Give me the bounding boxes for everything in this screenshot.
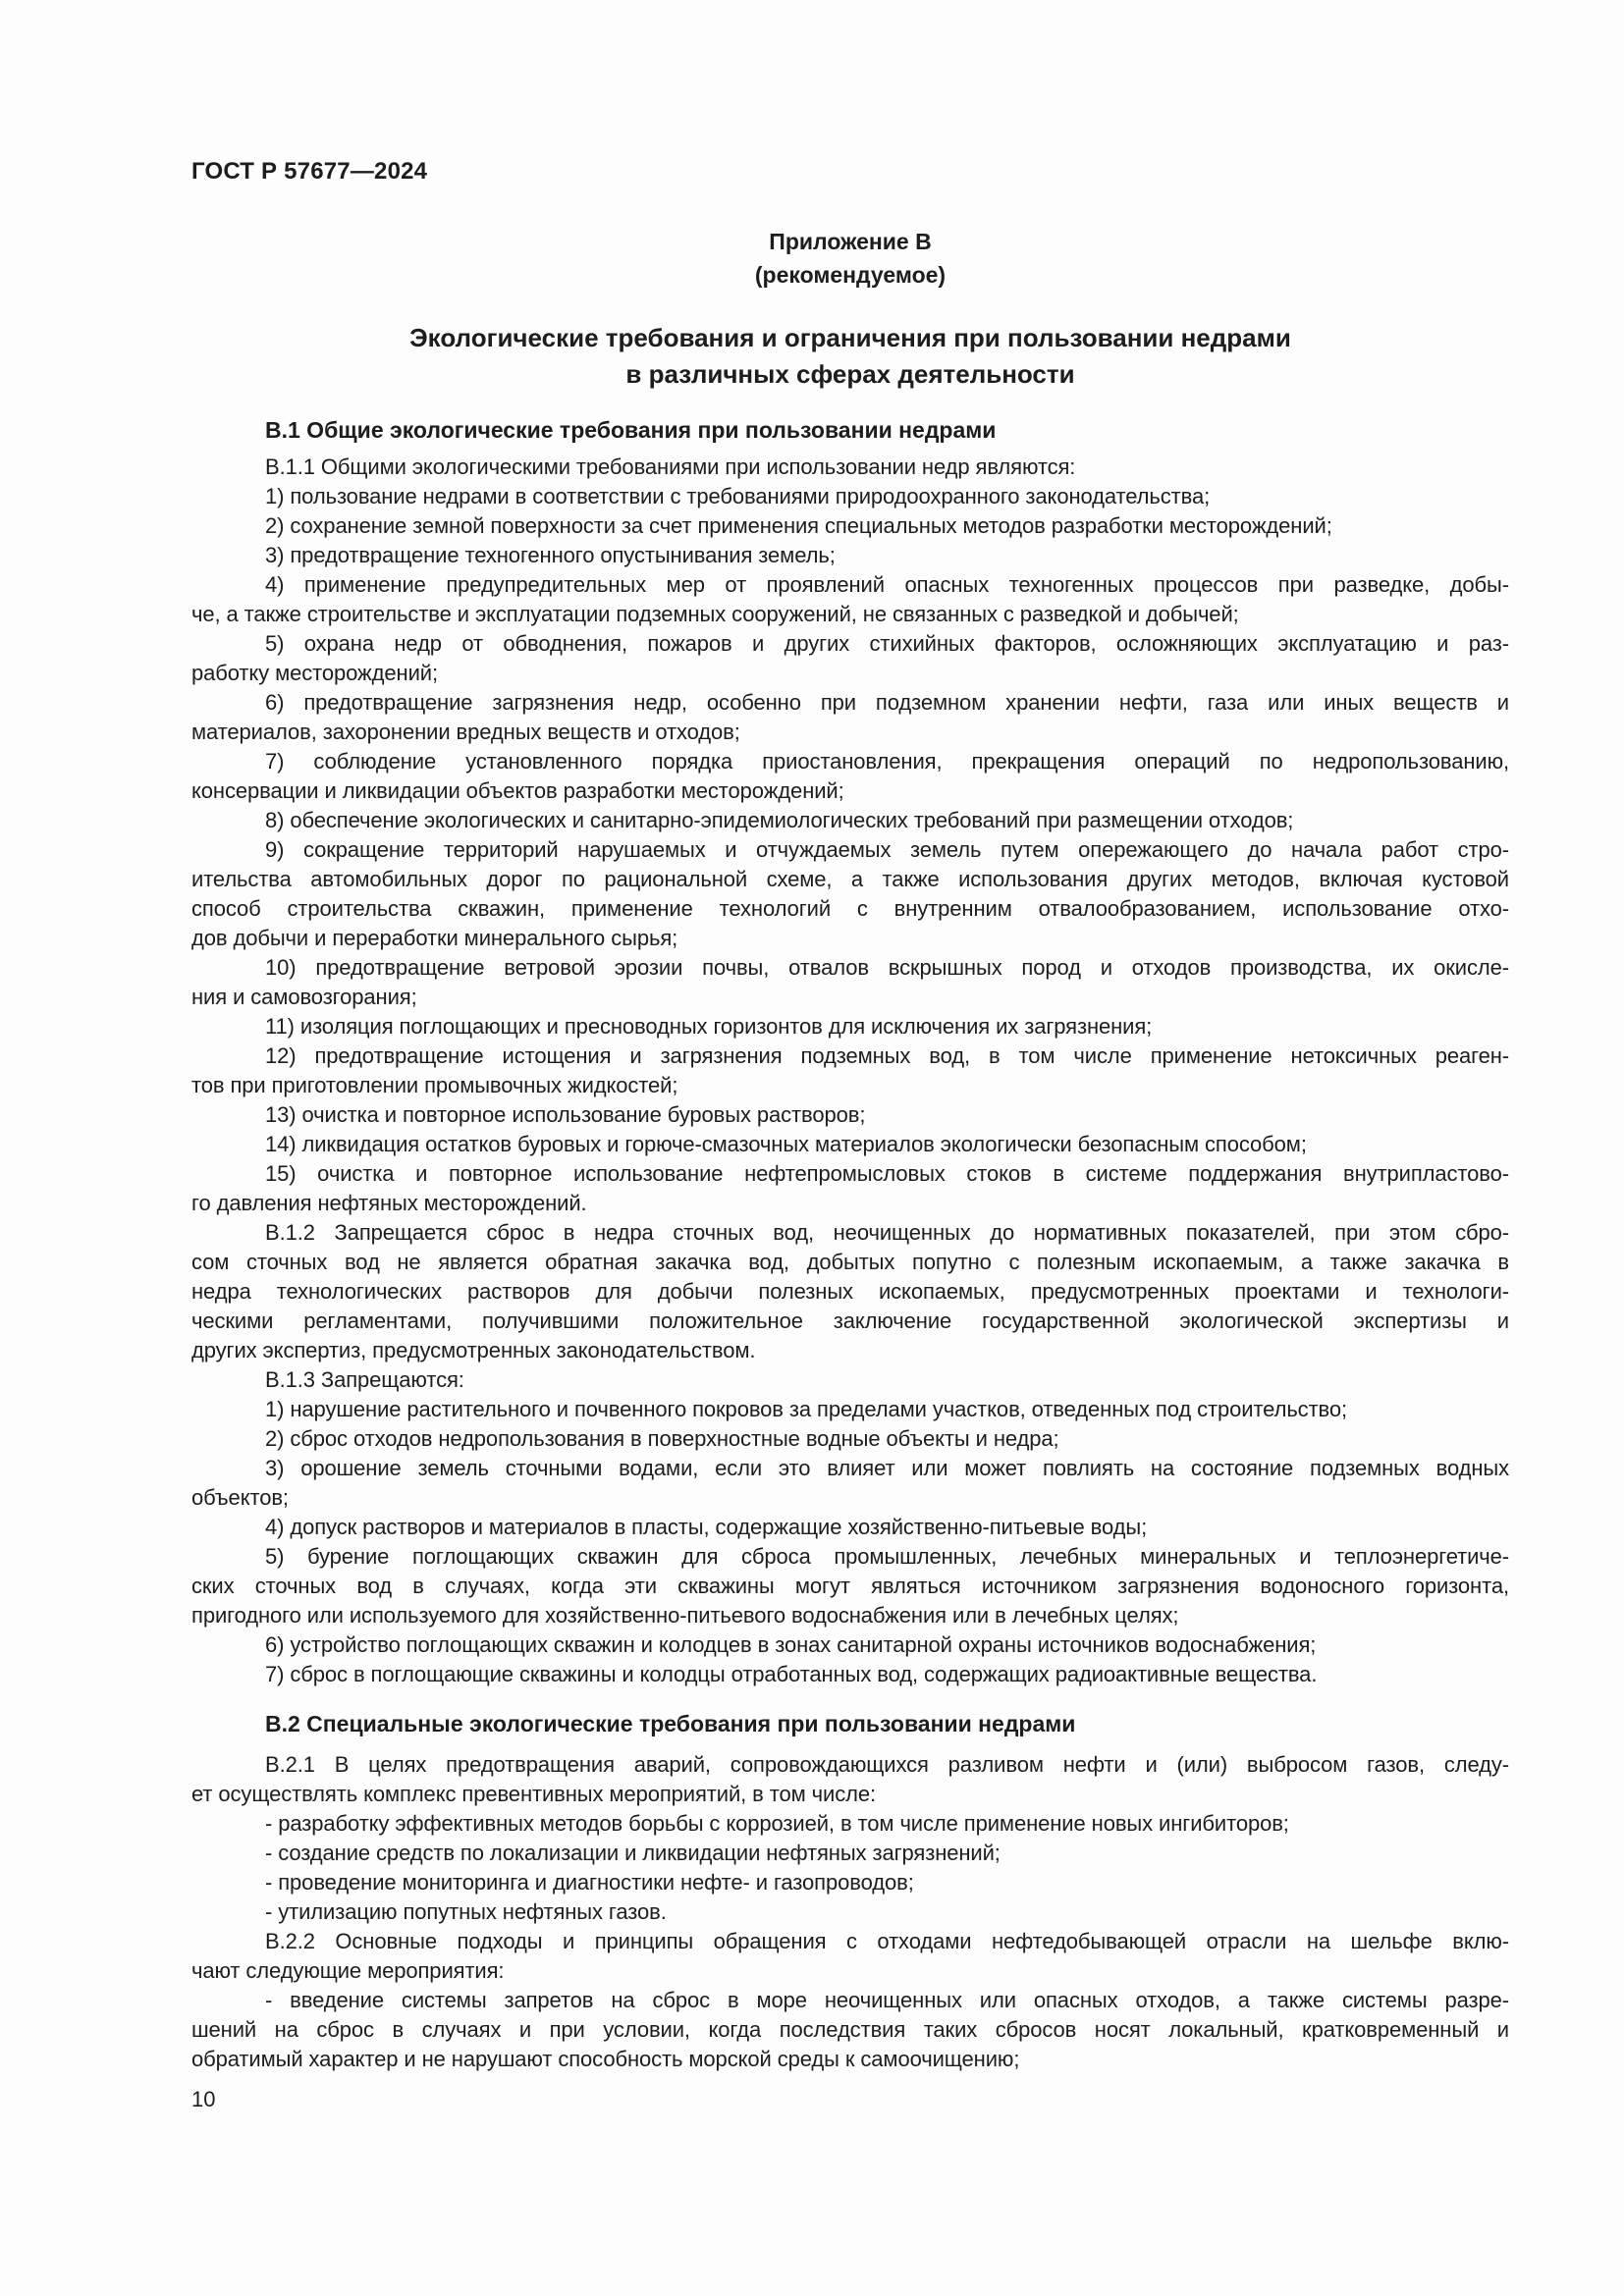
text-line: обратимый характер и не нарушают способность морской среды к самоочищению;: [191, 2047, 1020, 2071]
text-line: - проведение мониторинга и диагностики нефте- и газопроводов;: [265, 1870, 914, 1895]
text-line: 2) сброс отходов недропользования в поверхностные водные объекты и недра;: [265, 1426, 1059, 1451]
paragraph: [191, 1660, 1509, 1689]
text-line: - разработку эффективных методов борьбы с коррозией, в том числе применение новых ингибиторов;: [265, 1811, 1289, 1836]
paragraph: [191, 688, 1509, 747]
paragraph: [191, 453, 1509, 482]
paragraph: [191, 1542, 1509, 1630]
text-line: 6) предотвращение загрязнения недр, особенно при подземном хранении нефти, газа или иных веществ и: [265, 690, 1509, 715]
doc-title-line-2: в различных сферах деятельности: [625, 359, 1075, 389]
text-line: - создание средств по локализации и ликвидации нефтяных загрязнений;: [265, 1841, 1001, 1865]
text-line: 7) сброс в поглощающие скважины и колодцы отработанных вод, содержащих радиоактивные вещества.: [265, 1662, 1318, 1686]
paragraph: [191, 1218, 1509, 1365]
paragraph: [191, 1986, 1509, 2074]
text-line: 5) охрана недр от обводнения, пожаров и других стихийных факторов, осложняющих эксплуатацию и раз-: [265, 631, 1509, 656]
text-line: 8) обеспечение экологических и санитарно-эпидемиологических требований при размещении отходов;: [265, 808, 1294, 832]
text-line: 4) допуск растворов и материалов в пласты, содержащие хозяйственно-питьевые воды;: [265, 1515, 1148, 1539]
paragraph: [191, 1454, 1509, 1513]
paragraph: [191, 1130, 1509, 1159]
text-line: 13) очистка и повторное использование буровых растворов;: [265, 1102, 866, 1127]
paragraph: [191, 806, 1509, 835]
text-line: 12) предотвращение истощения и загрязнения подземных вод, в том числе применение нетоксичных реаген-: [265, 1043, 1509, 1068]
text-line: ческими регламентами, получившими положительное заключение государственной экологической экспертизы и: [191, 1308, 1509, 1333]
text-line: шений на сброс в случаях и при условии, когда последствия таких сбросов носят локальный, кратковременный и: [191, 2017, 1509, 2042]
paragraph: [191, 1395, 1509, 1424]
paragraph: [191, 1809, 1509, 1839]
text-line: 2) сохранение земной поверхности за счет применения специальных методов разработки месторождений;: [265, 513, 1332, 538]
paragraph: [191, 1868, 1509, 1897]
text-line: тов при приготовлении промывочных жидкостей;: [191, 1073, 678, 1097]
text-line: В.1.3 Запрещаются:: [265, 1367, 464, 1392]
text-line: 6) устройство поглощающих скважин и колодцев в зонах санитарной охраны источников водоснабжения;: [265, 1632, 1317, 1657]
text-line: ет осуществлять комплекс превентивных мероприятий, в том числе:: [191, 1782, 877, 1806]
page-number: 10: [191, 2087, 216, 2111]
text-line: 7) соблюдение установленного порядка приостановления, прекращения операций по недропользованию,: [265, 749, 1509, 774]
text-line: объектов;: [191, 1485, 289, 1510]
text-line: го давления нефтяных месторождений.: [191, 1191, 587, 1215]
paragraph: [191, 570, 1509, 629]
text-line: 10) предотвращение ветровой эрозии почвы, отвалов вскрышных пород и отходов производства, их окисле-: [265, 955, 1509, 980]
text-line: В.2.1 В целях предотвращения аварий, сопровождающихся разливом нефти и (или) выбросом газов, следу-: [265, 1752, 1509, 1777]
text-line: 4) применение предупредительных мер от проявлений опасных техногенных процессов при разведке, добы-: [265, 572, 1509, 597]
text-line: - введение системы запретов на сброс в море неочищенных или опасных отходов, а также системы разре-: [265, 1988, 1509, 2012]
paragraph: [191, 1041, 1509, 1100]
text-line: способ строительства скважин, применение технологий с внутренним отвалообразованием, использование отхо-: [191, 896, 1509, 921]
text-line: 9) сокращение территорий нарушаемых и отчуждаемых земель путем опережающего до начала работ стро-: [265, 837, 1509, 862]
paragraph: [191, 482, 1509, 511]
text-line: 5) бурение поглощающих скважин для сброса промышленных, лечебных минеральных и теплоэнергетиче-: [265, 1544, 1509, 1569]
text-line: ских сточных вод в случаях, когда эти скважины могут являться источником загрязнения водоносного горизонта,: [191, 1574, 1509, 1598]
paragraph: [191, 747, 1509, 806]
text-line: пригодного или используемого для хозяйственно-питьевого водоснабжения или в лечебных целях;: [191, 1603, 1179, 1628]
doc-code: ГОСТ Р 57677—2024: [191, 158, 428, 185]
paragraph: [191, 1630, 1509, 1660]
paragraph: [191, 1100, 1509, 1130]
paragraph: [191, 1159, 1509, 1218]
paragraph: [191, 1927, 1509, 1986]
text-line: материалов, захоронении вредных веществ и отходов;: [191, 720, 740, 744]
text-line: - утилизацию попутных нефтяных газов.: [265, 1899, 667, 1924]
paragraph: [191, 835, 1509, 953]
doc-title: [191, 320, 1509, 393]
paragraph: [191, 953, 1509, 1012]
appendix-block: [191, 225, 1509, 292]
paragraph: [191, 1424, 1509, 1454]
paragraph: [191, 511, 1509, 541]
text-line: дов добычи и переработки минерального сырья;: [191, 926, 678, 950]
text-line: чают следующие мероприятия:: [191, 1958, 505, 1983]
text-line: В.1.2 Запрещается сброс в недра сточных вод, неочищенных до нормативных показателей, при этом сбро-: [265, 1220, 1509, 1245]
text-line: других экспертиз, предусмотренных законодательством.: [191, 1338, 756, 1362]
text-line: 3) предотвращение техногенного опустынивания земель;: [265, 543, 836, 567]
document-body: [191, 415, 1509, 2074]
text-line: работку месторождений;: [191, 661, 438, 685]
paragraph: [191, 541, 1509, 570]
text-line: сом сточных вод не является обратная закачка вод, добытых попутно с полезным ископаемым, а также закачка в: [191, 1250, 1509, 1274]
text-line: консервации и ликвидации объектов разработки месторождений;: [191, 778, 844, 803]
text-line: В.2.2 Основные подходы и принципы обращения с отходами нефтедобывающей отрасли на шельфе вклю-: [265, 1929, 1509, 1953]
text-line: недра технологических растворов для добычи полезных ископаемых, предусмотренных проектами и технологи-: [191, 1279, 1509, 1304]
paragraph: [191, 1513, 1509, 1542]
text-line: 15) очистка и повторное использование нефтепромысловых стоков в системе поддержания внутрипластово-: [265, 1161, 1509, 1186]
paragraph: [191, 1365, 1509, 1395]
paragraph: [191, 1897, 1509, 1927]
paragraph: [191, 1012, 1509, 1041]
text-line: че, а также строительстве и эксплуатации подземных сооружений, не связанных с разведкой и добычей;: [191, 602, 1239, 626]
doc-title-line-1: Экологические требования и ограничения при пользовании недрами: [409, 323, 1291, 352]
section-heading: В.1 Общие экологические требования при пользовании недрами: [265, 417, 997, 443]
text-line: 3) орошение земель сточными водами, если это влияет или может повлиять на состояние подземных водных: [265, 1456, 1509, 1480]
text-line: 1) нарушение растительного и почвенного покровов за пределами участков, отведенных под строительство;: [265, 1397, 1348, 1421]
text-line: В.1.1 Общими экологическими требованиями при использовании недр являются:: [265, 454, 1076, 479]
text-line: 11) изоляция поглощающих и пресноводных горизонтов для исключения их загрязнения;: [265, 1014, 1153, 1039]
section-heading: В.2 Специальные экологические требования при пользовании недрами: [265, 1711, 1076, 1736]
text-line: 1) пользование недрами в соответствии с требованиями природоохранного законодательства;: [265, 484, 1211, 508]
text-line: ительства автомобильных дорог по рациональной схеме, а также использования других методов, включая кустовой: [191, 867, 1509, 891]
paragraph: [191, 1750, 1509, 1809]
appendix-label: Приложение В: [769, 229, 932, 254]
paragraph: [191, 629, 1509, 688]
paragraph: [191, 1839, 1509, 1868]
appendix-type: (рекомендуемое): [754, 262, 947, 288]
text-line: 14) ликвидация остатков буровых и горюче-смазочных материалов экологически безопасным способом;: [265, 1132, 1307, 1156]
text-line: ния и самовозгорания;: [191, 985, 417, 1009]
